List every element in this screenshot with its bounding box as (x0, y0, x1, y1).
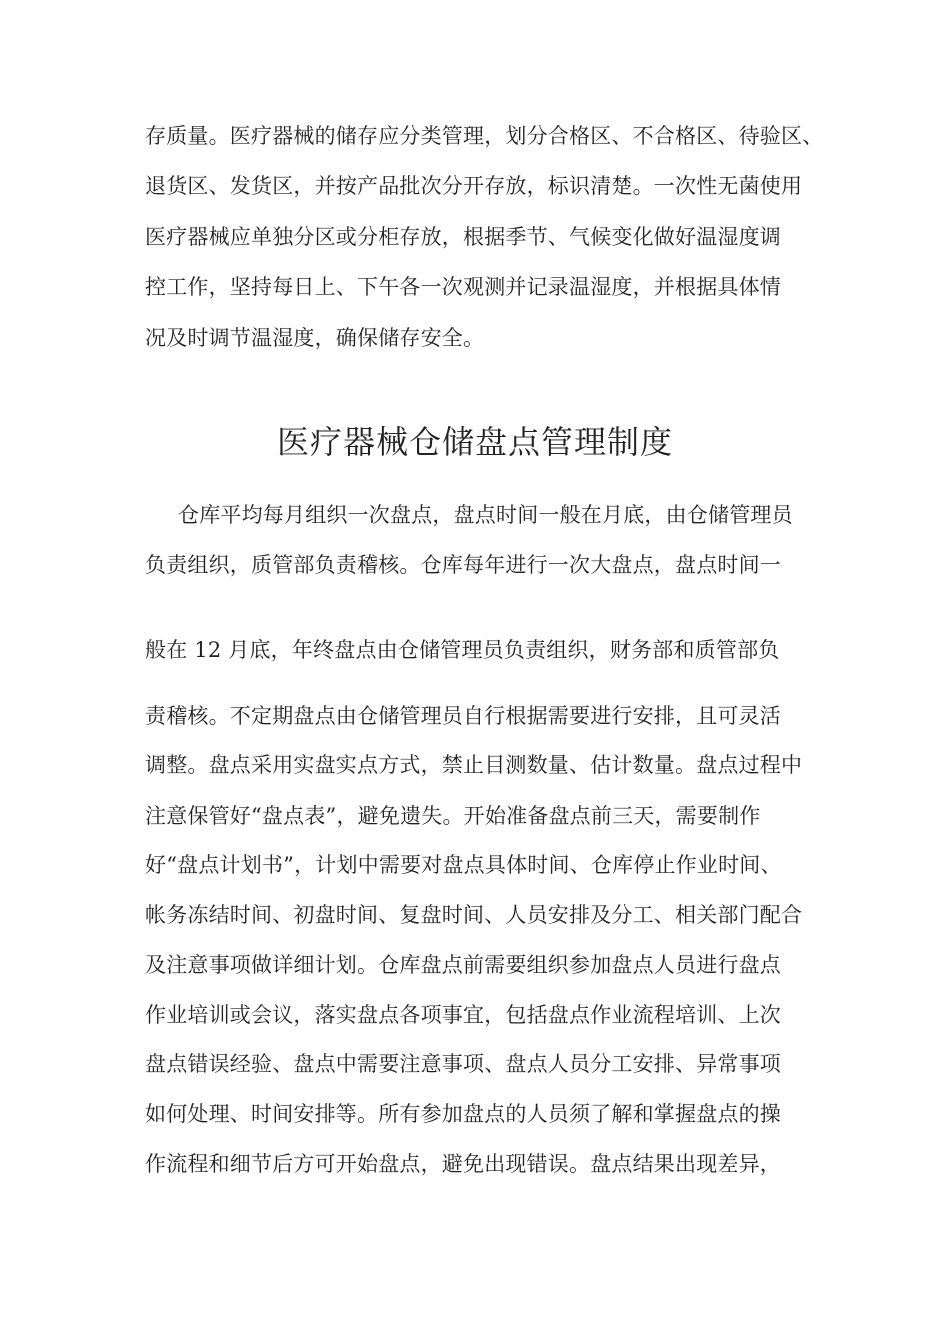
paragraph-line: 及注意事项做详细计划。仓库盘点前需要组织参加盘点人员进行盘点 (145, 953, 781, 977)
paragraph-line: 盘点错误经验、盘点中需要注意事项、盘点人员分工安排、异常事项 (145, 1052, 781, 1076)
paragraph-line: 好“盘点计划书”，计划中需要对盘点具体时间、仓库停止作业时间、 (145, 853, 782, 877)
paragraph-line: 仓库平均每月组织一次盘点，盘点时间一般在月底，由仓储管理员 (178, 503, 793, 527)
paragraph-line: 存质量。医疗器械的储存应分类管理，划分合格区、不合格区、待验区、 (145, 124, 824, 148)
paragraph-line: 退货区、发货区，并按产品批次分开存放，标识清楚。一次性无菌使用 (145, 174, 803, 198)
section-title: 医疗器械仓储盘点管理制度 (276, 423, 673, 461)
paragraph-line: 帐务冻结时间、初盘时间、复盘时间、人员安排及分工、相关部门配合 (145, 903, 803, 927)
paragraph-line: 如何处理、时间安排等。所有参加盘点的人员须了解和掌握盘点的操 (145, 1102, 781, 1126)
paragraph-line: 负责组织，质管部负责稽核。仓库每年进行一次大盘点，盘点时间一 (145, 553, 781, 577)
paragraph-line: 责稽核。不定期盘点由仓储管理员自行根据需要进行安排，且可灵活 (145, 704, 781, 728)
paragraph-line: 况及时调节温湿度，确保储存安全。 (145, 326, 485, 350)
paragraph-line: 注意保管好“盘点表”，避免遗失。开始准备盘点前三天，需要制作 (145, 804, 761, 828)
paragraph-line: 作业培训或会议，落实盘点各项事宜，包括盘点作业流程培训、上次 (145, 1003, 781, 1027)
paragraph-line: 作流程和细节后方可开始盘点，避免出现错误。盘点结果出现差异， (145, 1152, 781, 1176)
paragraph-line: 控工作，坚持每日上、下午各一次观测并记录温湿度，并根据具体情 (145, 275, 781, 299)
paragraph-line: 医疗器械应单独分区或分柜存放，根据季节、气候变化做好温湿度调 (145, 225, 781, 249)
paragraph-line: 般在 12 月底，年终盘点由仓储管理员负责组织，财务部和质管部负 (145, 638, 780, 662)
paragraph-line: 调整。盘点采用实盘实点方式，禁止目测数量、估计数量。盘点过程中 (145, 753, 803, 777)
